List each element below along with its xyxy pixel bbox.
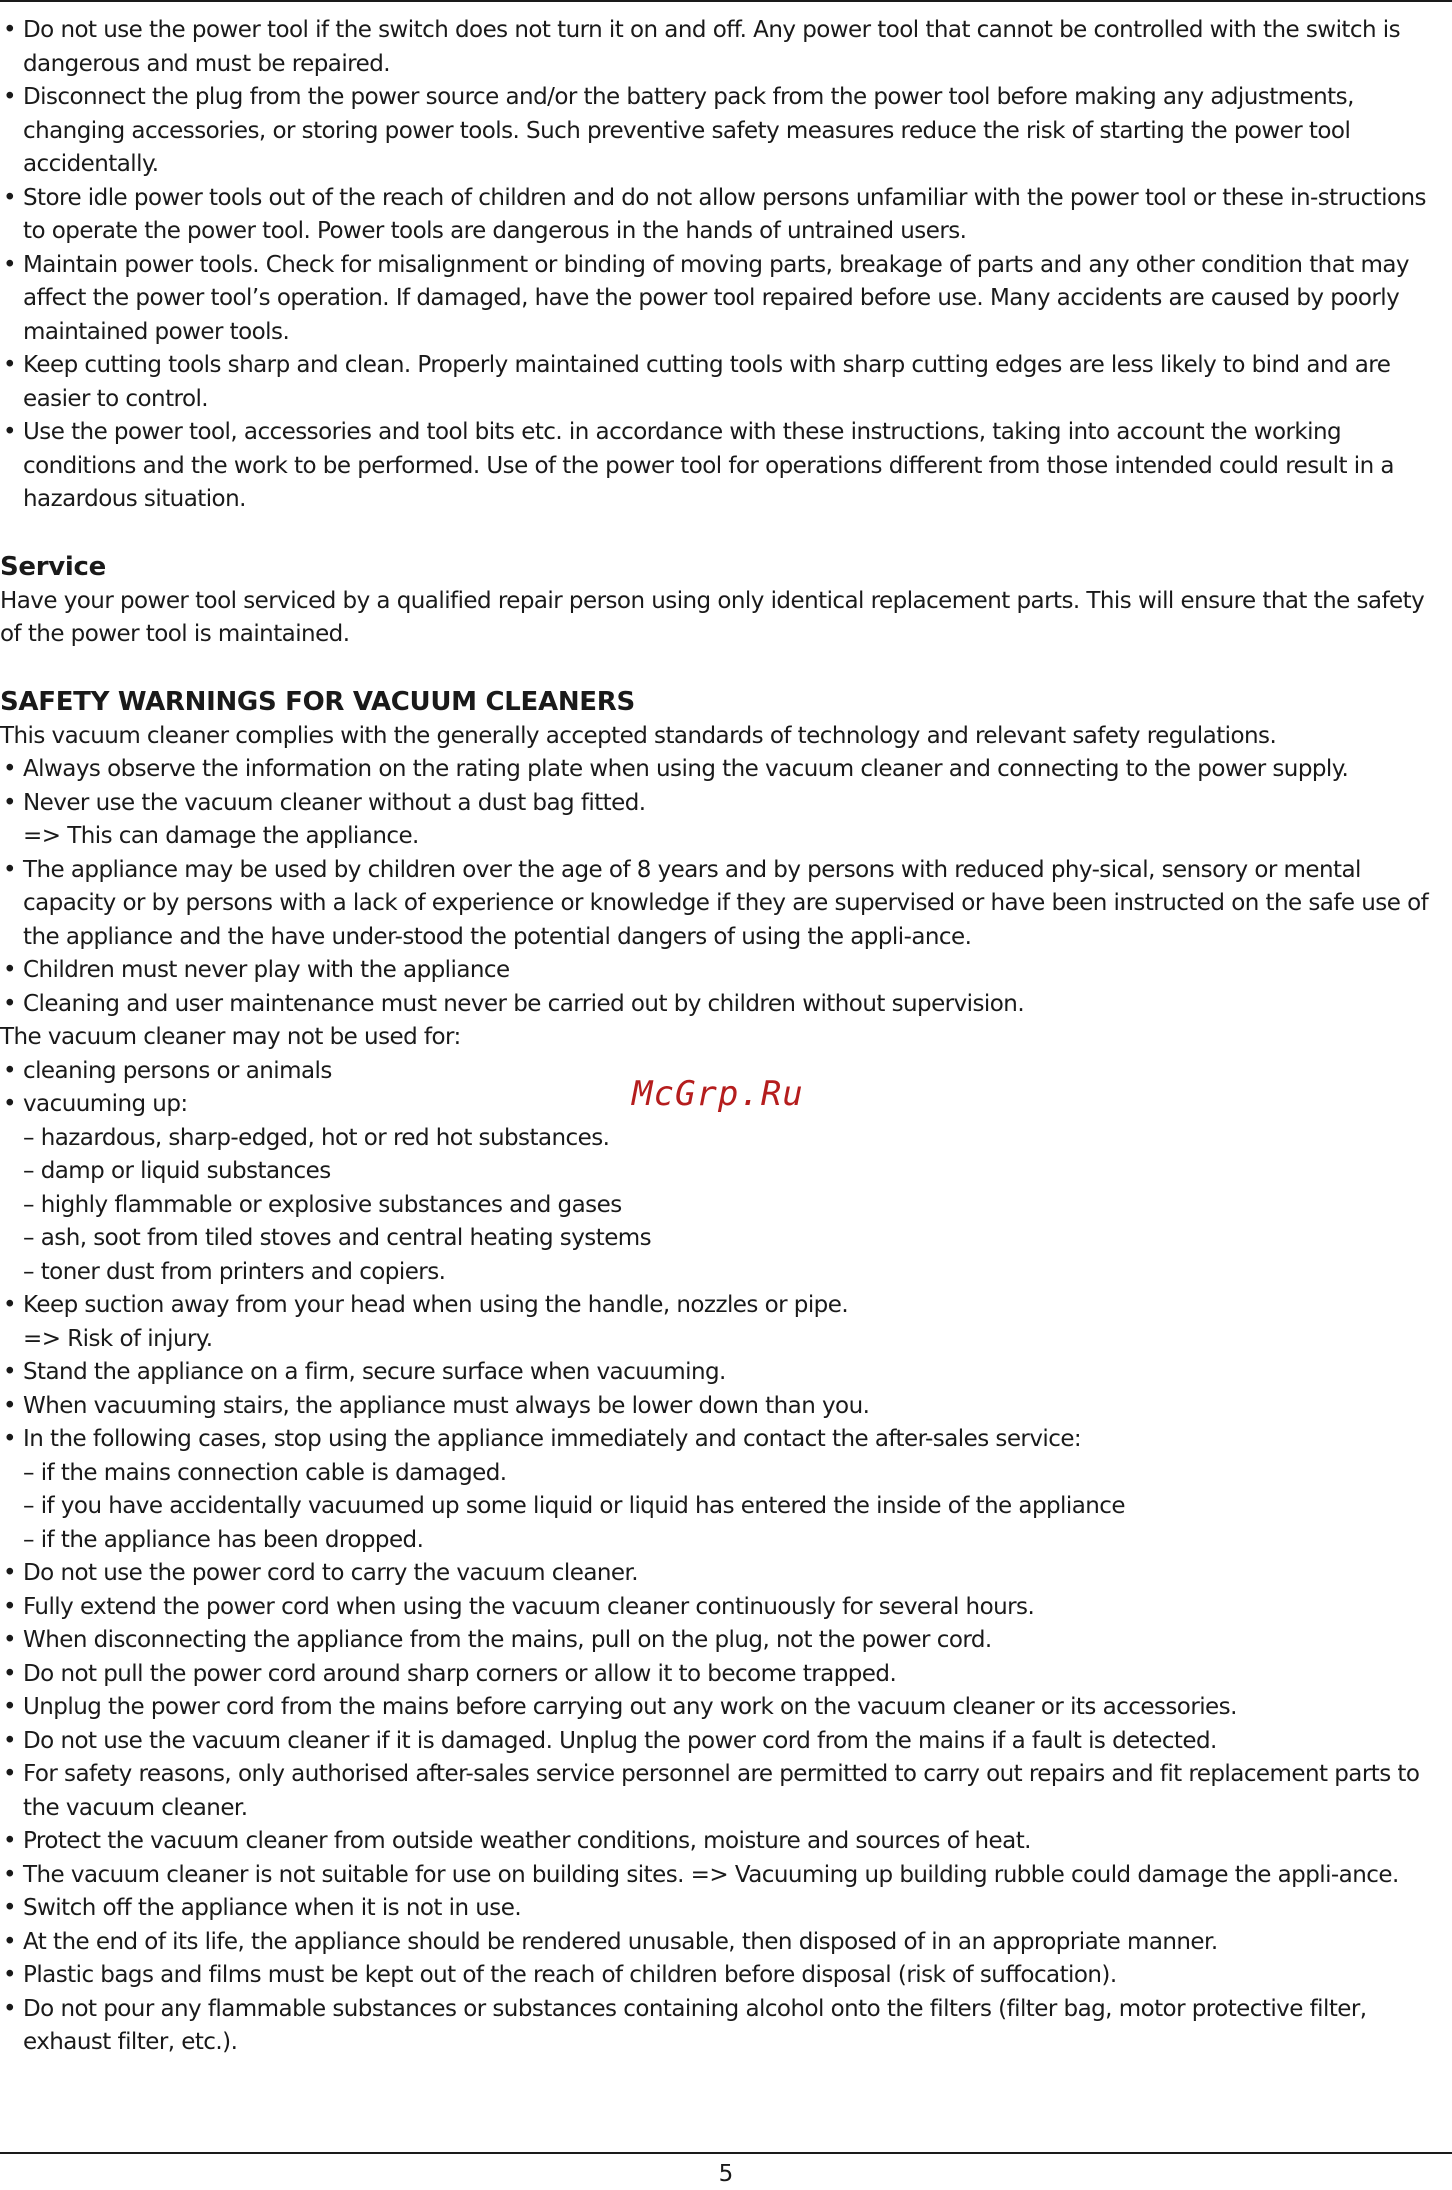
list-item: • Plastic bags and films must be kept out of the reach of children before disposal (risk of suffocation).	[0, 1959, 1450, 1993]
page-number: 5	[718, 2161, 734, 2187]
list-item: • Stand the appliance on a firm, secure surface when vacuuming.	[0, 1356, 1450, 1390]
list-item: • Cleaning and user maintenance must never be carried out by children without supervision.	[0, 988, 1450, 1022]
list-item: • Do not use the vacuum cleaner if it is damaged. Unplug the power cord from the mains if a fault is detected.	[0, 1725, 1450, 1759]
top-rule	[0, 0, 1452, 2]
sub-item: – damp or liquid substances	[23, 1158, 331, 1184]
list-item: • Never use the vacuum cleaner without a dust bag fitted.	[0, 787, 1450, 821]
vacuum-intro: This vacuum cleaner complies with the generally accepted standards of technology and relevant safety regulations.	[0, 722, 1277, 749]
list-item: • Do not pull the power cord around sharp corners or allow it to become trapped.	[0, 1658, 1450, 1692]
document-page	[0, 14, 1450, 2060]
list-note: => Risk of injury.	[23, 1325, 213, 1352]
list-item: • Do not use the power tool if the switch does not turn it on and off. Any power tool that cannot be controlled with the switch is dangerous and must be repaired.	[0, 14, 1450, 81]
sub-item: – toner dust from printers and copiers.	[23, 1258, 446, 1285]
list-item: • The vacuum cleaner is not suitable for use on building sites. => Vacuuming up building rubble could damage the appli-ance.	[0, 1859, 1450, 1893]
list-item: • When disconnecting the appliance from the mains, pull on the plug, not the power cord.	[0, 1624, 1450, 1658]
list-item: • Unplug the power cord from the mains before carrying out any work on the vacuum cleaner or its accessories.	[0, 1691, 1450, 1725]
list-item: • Fully extend the power cord when using the vacuum cleaner continuously for several hours.	[0, 1591, 1450, 1625]
sub-item: – if the mains connection cable is damaged.	[23, 1459, 507, 1486]
list-item: • Children must never play with the appliance	[0, 954, 1450, 988]
list-item: • Keep cutting tools sharp and clean. Properly maintained cutting tools with sharp cutting edges are less likely to bind and are easier to control.	[0, 349, 1450, 416]
list-item: • In the following cases, stop using the appliance immediately and contact the after-sales service:	[0, 1423, 1450, 1457]
list-item: • Protect the vacuum cleaner from outside weather conditions, moisture and sources of heat.	[0, 1825, 1450, 1859]
service-text: Have your power tool serviced by a qualified repair person using only identical replacement parts. This will ensure that the safety of the power tool is maintained.	[0, 587, 1425, 647]
list-item: • For safety reasons, only authorised after-sales service personnel are permitted to carry out repairs and fit replacement parts to the vacuum cleaner.	[0, 1758, 1450, 1825]
list-item: • Keep suction away from your head when using the handle, nozzles or pipe.	[0, 1289, 1450, 1323]
list-item: • Store idle power tools out of the reach of children and do not allow persons unfamiliar with the power tool or these in-structions to operate the power tool. Power tools are dangerous in the hands of untrained users.	[0, 182, 1450, 249]
list-item: • Switch off the appliance when it is not in use.	[0, 1892, 1450, 1926]
sub-item: – if you have accidentally vacuumed up some liquid or liquid has entered the inside of the appliance	[23, 1493, 1125, 1519]
sub-item: – highly flammable or explosive substances and gases	[23, 1191, 622, 1218]
list-note: => This can damage the appliance.	[23, 823, 419, 849]
list-item: • Always observe the information on the rating plate when using the vacuum cleaner and connecting to the power supply.	[0, 753, 1450, 787]
list-item: • The appliance may be used by children over the age of 8 years and by persons with reduced phy-sical, sensory or mental capacity or by persons with a lack of experience or knowledge if they are supervised or have been instructed on the safe use of the appliance and the have under-stood the potential dangers of using the appli-ance.	[0, 854, 1450, 955]
service-heading: Service	[0, 551, 106, 582]
list-item: • Do not use the power cord to carry the vacuum cleaner.	[0, 1557, 1450, 1591]
list-item: • Use the power tool, accessories and tool bits etc. in accordance with these instructions, taking into account the working conditions and the work to be performed. Use of the power tool for operations different from those intended could result in a hazardous situation.	[0, 416, 1450, 517]
sub-item: – hazardous, sharp-edged, hot or red hot substances.	[23, 1124, 610, 1151]
list-item: • cleaning persons or animals	[0, 1055, 1450, 1089]
sub-item: – ash, soot from tiled stoves and central heating systems	[23, 1225, 652, 1251]
list-item: • Maintain power tools. Check for misalignment or binding of moving parts, breakage of parts and any other condition that may affect the power tool’s operation. If damaged, have the power tool repaired before use. Many accidents are caused by poorly maintained power tools.	[0, 249, 1450, 350]
list-item: • Disconnect the plug from the power source and/or the battery pack from the power tool before making any adjustments, changing accessories, or storing power tools. Such preventive safety measures reduce the risk of starting the power tool accidentally.	[0, 81, 1450, 182]
list-item: • When vacuuming stairs, the appliance must always be lower down than you.	[0, 1390, 1450, 1424]
list-item: • vacuuming up:	[0, 1088, 1450, 1122]
sub-item: – if the appliance has been dropped.	[23, 1526, 424, 1553]
watermark: McGrp.Ru	[632, 1074, 804, 1114]
bottom-rule	[0, 2152, 1452, 2154]
vacuum-heading: SAFETY WARNINGS FOR VACUUM CLEANERS	[0, 686, 635, 717]
list-item: • Do not pour any flammable substances or substances containing alcohol onto the filters (filter bag, motor protective filter, exhaust filter, etc.).	[0, 1993, 1450, 2060]
not-used-for-text: The vacuum cleaner may not be used for:	[0, 1024, 461, 1050]
list-item: • At the end of its life, the appliance should be rendered unusable, then disposed of in an appropriate manner.	[0, 1926, 1450, 1960]
